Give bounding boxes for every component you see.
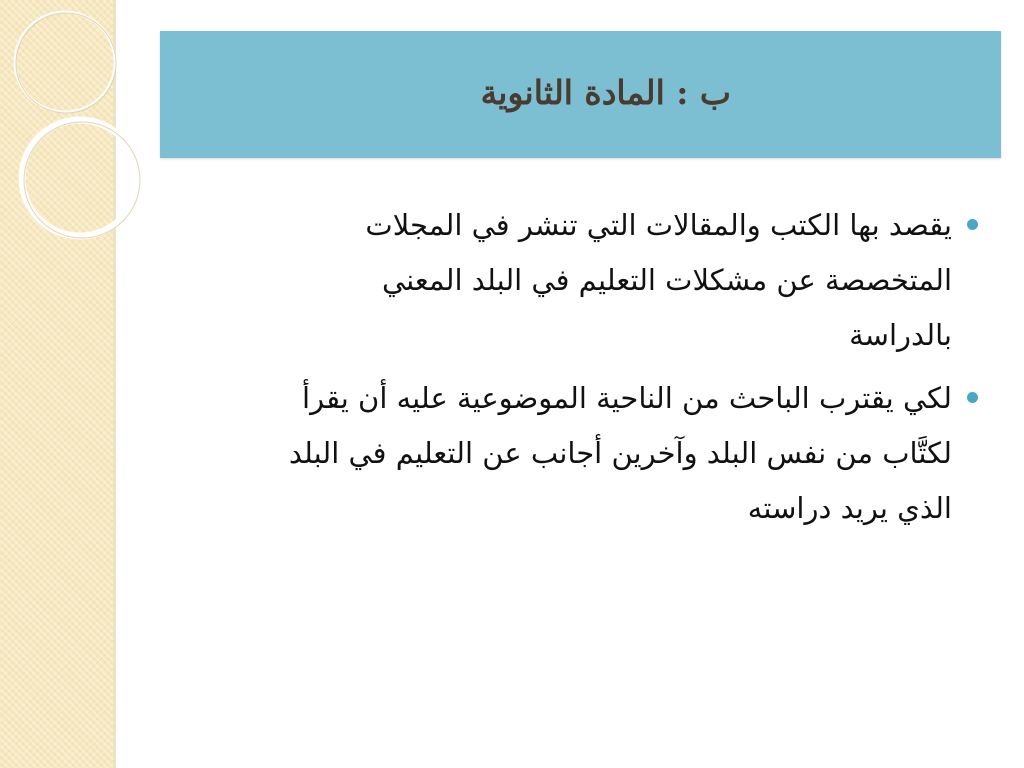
- bullet-list: [150, 198, 980, 544]
- bullet-text: يقصد بها الكتب والمقالات التي تنشر في المجلات المتخصصة عن مشكلات التعليم في البلد المعني بالدراسة: [365, 208, 952, 352]
- bullet-item: [150, 371, 980, 536]
- bullet-text: لكي يقترب الباحث من الناحية الموضوعية عليه أن يقرأ لكتَّاب من نفس البلد وآخرين أجانب عن التعليم في البلد الذي يريد دراسته: [288, 381, 952, 525]
- bullet-dot-icon: [967, 219, 978, 230]
- slide-title: ب : المادة الثانوية: [480, 73, 731, 112]
- bullet-item: [150, 198, 980, 363]
- decorative-ring-bottom: [22, 120, 138, 236]
- title-banner: [160, 31, 1001, 158]
- bullet-dot-icon: [967, 392, 978, 403]
